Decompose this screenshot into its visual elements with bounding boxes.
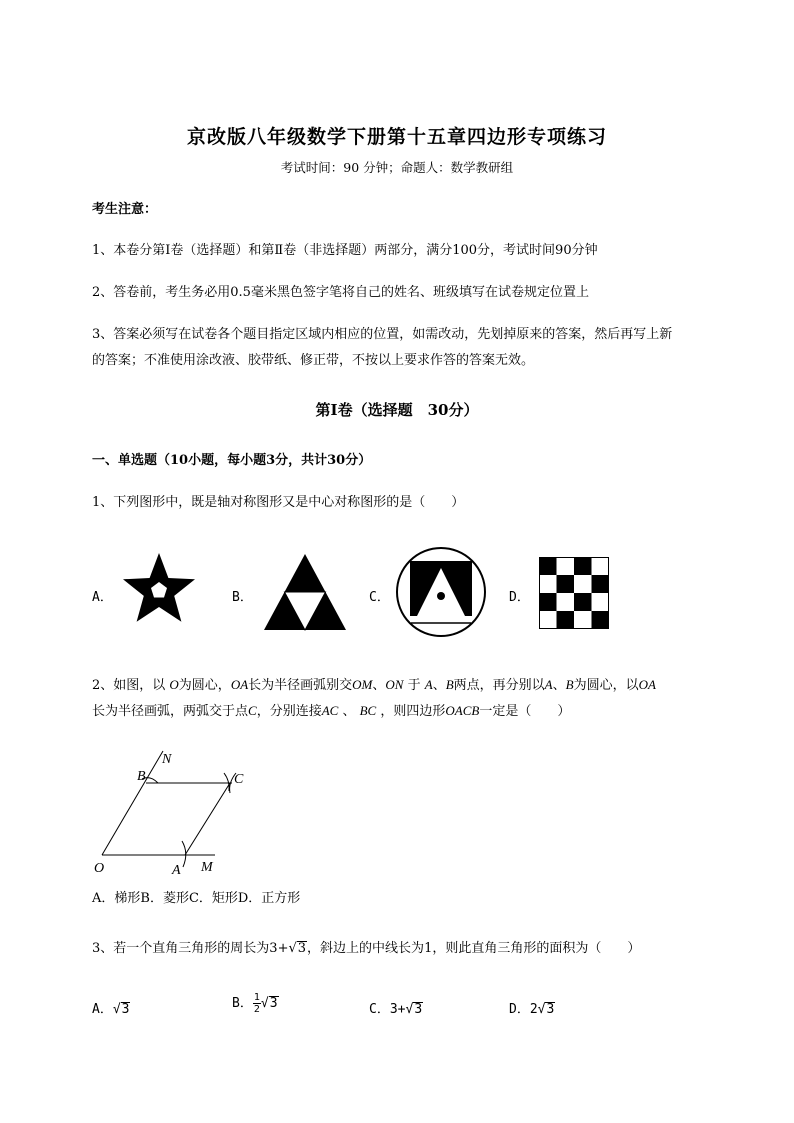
exam-subtitle: 考试时间：90 分钟；命题人：数学教研组 [280, 160, 514, 175]
question-2-line-1: 2、如图，以 O为圆心，OA长为半径画弧别交OM、ON 于 A、B两点，再分别以A、B为圆心，以OA [92, 677, 656, 693]
q1-option-b-label: B． [232, 590, 253, 605]
q1-option-b-triangle-icon [262, 552, 348, 632]
q3-option-a: A．√3 [92, 1002, 130, 1017]
label-a: A [172, 863, 181, 878]
notice-item-3-cont: 的答案；不准使用涂改液、胶带纸、修正带，不按以上要求作答的答案无效。 [92, 353, 535, 368]
label-c: C [234, 772, 244, 787]
q1-option-c-label: C． [369, 590, 390, 605]
label-n: N [162, 752, 172, 767]
question-2-line-2: 长为半径画弧，两弧交于点C，分别连接AC 、 BC ，则四边形OACB一定是（ ） [92, 703, 571, 719]
label-m: M [201, 860, 213, 875]
notice-item-1: 1、本卷分第Ⅰ卷（选择题）和第Ⅱ卷（非选择题）两部分，满分100分，考试时间90分钟 [92, 243, 598, 258]
question-1-text: 1、下列图形中，既是轴对称图形又是中心对称图形的是（ ） [92, 495, 465, 510]
page-title: 京改版八年级数学下册第十五章四边形专项练习 [186, 126, 607, 148]
q1-option-a-label: A． [92, 590, 113, 605]
question-3-text: 3、若一个直角三角形的周长为3+√3，斜边上的中线长为1，则此直角三角形的面积为（ ） [92, 941, 641, 956]
q2-rhombus-figure [90, 745, 260, 880]
label-o: O [94, 861, 105, 876]
q3-option-b: B． $\frac{1}{2}$ √3 [232, 992, 278, 1015]
label-b: B [137, 769, 146, 784]
q3-option-d: D．2√3 [509, 1002, 555, 1017]
question-2-options: A．梯形B．菱形C．矩形D．正方形 [92, 891, 301, 906]
q1-option-d-label: D． [509, 590, 530, 605]
notice-item-3: 3、答案必须写在试卷各个题目指定区域内相应的位置，如需改动，先划掉原来的答案，然后再写上新 [92, 327, 673, 342]
q1-option-d-checker-icon [539, 557, 609, 629]
notice-heading: 考生注意： [92, 202, 158, 217]
part-title: 一、单选题（10小题，每小题3分，共计30分） [92, 453, 372, 468]
notice-item-2: 2、答卷前，考生务必用0.5毫米黑色签字笔将自己的姓名、班级填写在试卷规定位置上 [92, 285, 589, 300]
q3-option-c: C．3+√3 [369, 1002, 423, 1017]
section-title: 第Ⅰ卷（选择题 30分） [315, 401, 479, 419]
q1-option-c-circle-icon [395, 546, 487, 638]
q1-option-a-star-icon [118, 550, 200, 632]
